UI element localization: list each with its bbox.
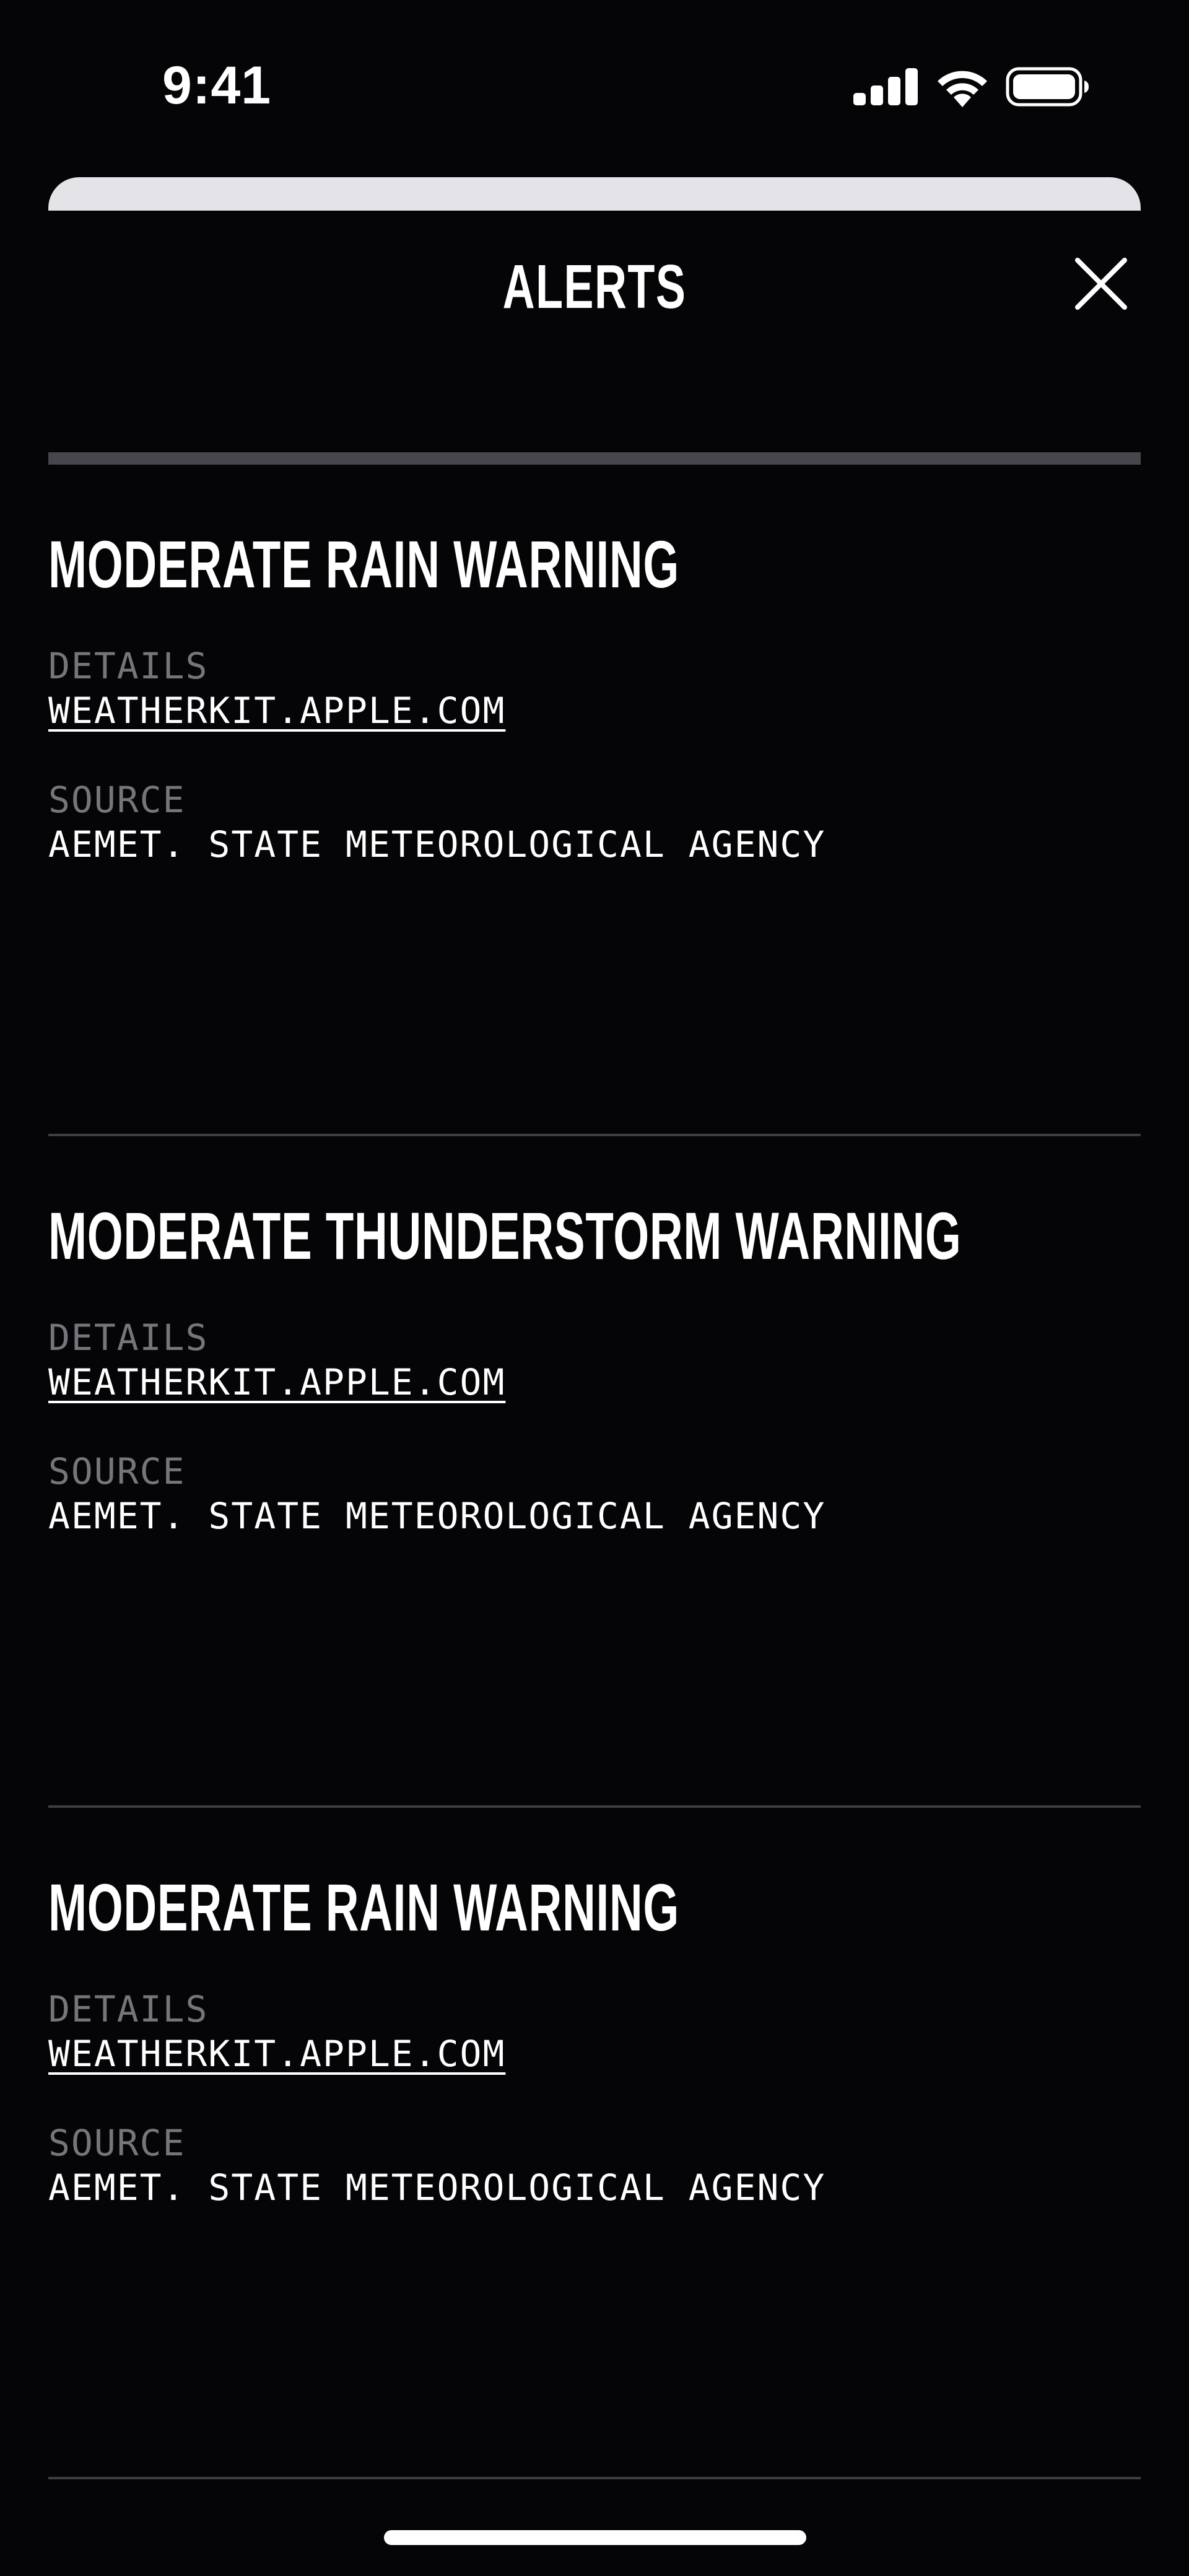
section-divider: [48, 452, 1141, 465]
source-value: AEMET. STATE METEOROLOGICAL AGENCY: [48, 823, 826, 865]
wifi-icon: [935, 66, 990, 110]
source-value: AEMET. STATE METEOROLOGICAL AGENCY: [48, 2166, 826, 2209]
close-button[interactable]: [1064, 248, 1138, 322]
status-time: 9:41: [162, 56, 272, 115]
source-label: SOURCE: [48, 779, 186, 821]
alert-item: [48, 1808, 1141, 2479]
details-label: DETAILS: [48, 645, 209, 687]
battery-icon: [1006, 67, 1090, 110]
status-icons: [853, 64, 1090, 112]
source-label: SOURCE: [48, 2122, 186, 2164]
alerts-list: [48, 465, 1141, 2479]
alert-title: MODERATE RAIN WARNING: [48, 1870, 680, 1945]
details-link[interactable]: WEATHERKIT.APPLE.COM: [48, 1361, 506, 1403]
details-label: DETAILS: [48, 1988, 209, 2030]
source-value: AEMET. STATE METEOROLOGICAL AGENCY: [48, 1495, 826, 1537]
details-link[interactable]: WEATHERKIT.APPLE.COM: [48, 690, 506, 732]
status-bar: [0, 0, 1189, 173]
page-title: ALERTS: [502, 252, 687, 322]
details-label: DETAILS: [48, 1316, 209, 1359]
alert-item: [48, 1136, 1141, 1808]
alert-title: MODERATE RAIN WARNING: [48, 527, 680, 602]
sheet-header: [48, 235, 1141, 341]
home-indicator[interactable]: [384, 2530, 806, 2545]
cellular-signal-icon: [853, 68, 919, 108]
source-label: SOURCE: [48, 1450, 186, 1492]
alert-item: [48, 465, 1141, 1136]
alert-title: MODERATE THUNDERSTORM WARNING: [48, 1198, 962, 1273]
close-icon: [1075, 258, 1127, 313]
details-link[interactable]: WEATHERKIT.APPLE.COM: [48, 2033, 506, 2075]
